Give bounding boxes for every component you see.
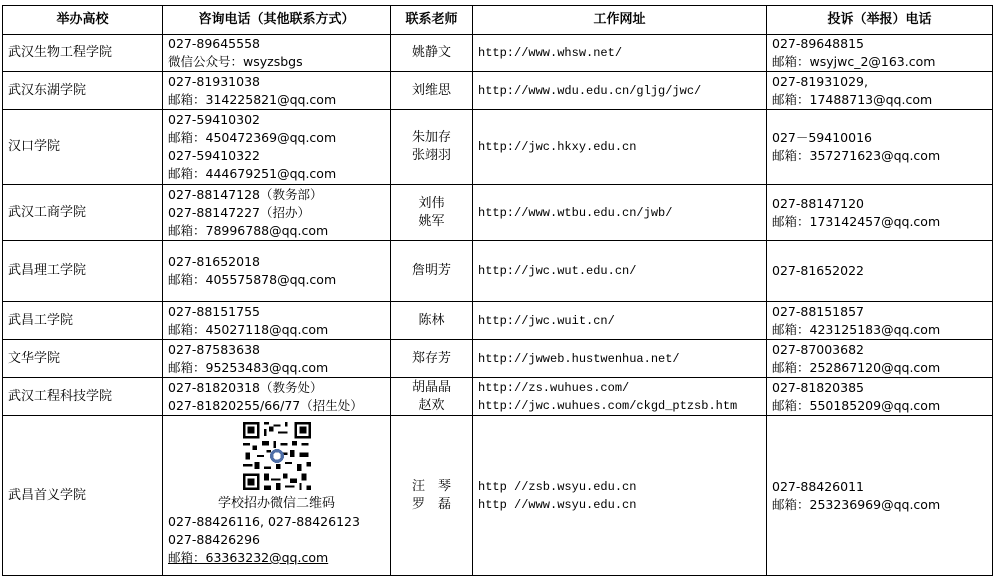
- complaint-cell: [767, 302, 993, 340]
- complaint-cell: [767, 35, 993, 72]
- website-link[interactable]: http://jwweb.hustwenhua.net/: [478, 351, 680, 366]
- qr-caption: 学校招办微信二维码: [217, 496, 335, 511]
- website-link[interactable]: http //www.wsyu.edu.cn: [478, 497, 637, 512]
- school-name: 文华学院: [3, 340, 163, 378]
- website-link[interactable]: http://jwc.wuhues.com/ckgd_ptzsb.htm: [478, 398, 738, 413]
- consult-line: 027-81820318（教务处）: [168, 379, 323, 395]
- website-cell: [473, 35, 767, 72]
- consult-line: 微信公众号：wsyzsbgs: [168, 54, 303, 69]
- header-school: 举办高校: [3, 6, 163, 35]
- qr-code-icon: [243, 422, 311, 490]
- consult-line: 邮箱：63363232@qq.com: [168, 550, 329, 565]
- website-link[interactable]: http //zsb.wsyu.edu.cn: [478, 479, 637, 494]
- header-contact-teacher: 联系老师: [391, 6, 473, 35]
- consult-line: 邮箱：45027118@qq.com: [168, 321, 329, 337]
- consult-cell: [163, 416, 391, 576]
- consult-line: 027-81652018: [168, 254, 260, 269]
- teacher-cell: [391, 110, 473, 185]
- website-cell: [473, 340, 767, 378]
- contact-table: [2, 5, 993, 576]
- teacher-cell: [391, 340, 473, 378]
- complaint-line: 027-88426011: [772, 478, 864, 494]
- school-name: 武汉生物工程学院: [3, 35, 163, 72]
- teacher-name: 朱加存: [411, 130, 451, 145]
- complaint-cell: [767, 185, 993, 241]
- school-name: 武昌首义学院: [3, 416, 163, 576]
- table-row: [3, 185, 993, 241]
- website-link[interactable]: http://zs.wuhues.com/: [478, 380, 630, 395]
- header-consult-phone: 咨询电话（其他联系方式）: [163, 6, 391, 35]
- complaint-cell: [767, 378, 993, 416]
- teacher-name: 胡晶晶: [411, 379, 451, 395]
- website-link[interactable]: http://jwc.hkxy.edu.cn: [478, 140, 637, 154]
- consult-cell: [163, 302, 391, 340]
- consult-line: 027-59410302: [168, 112, 260, 127]
- consult-line: 邮箱：450472369@qq.com: [168, 130, 337, 145]
- complaint-cell: [767, 110, 993, 185]
- teacher-cell: [391, 416, 473, 576]
- consult-cell: [163, 185, 391, 241]
- teacher-name: 张翊羽: [411, 148, 451, 163]
- teacher-name: 罗 磊: [411, 496, 451, 512]
- complaint-line: 027-88151857: [772, 303, 864, 319]
- table-row: [3, 35, 993, 72]
- teacher-name: 姚军: [418, 213, 445, 229]
- complaint-line: 邮箱：550185209@qq.com: [772, 397, 941, 413]
- teacher-name: 姚静文: [411, 45, 451, 60]
- consult-line: 027-59410322: [168, 148, 260, 163]
- consult-line: 邮箱：405575878@qq.com: [168, 272, 337, 287]
- teacher-name: 詹明芳: [411, 263, 451, 278]
- table-row: [3, 340, 993, 378]
- website-link[interactable]: http://www.whsw.net/: [478, 46, 623, 60]
- complaint-line: 027-88147120: [772, 195, 864, 211]
- table-row: [3, 378, 993, 416]
- school-name: 武汉东湖学院: [3, 72, 163, 110]
- table-row: [3, 241, 993, 302]
- header-website: 工作网址: [473, 6, 767, 35]
- teacher-cell: [391, 241, 473, 302]
- complaint-cell: [767, 241, 993, 302]
- header-complaint-phone: 投诉（举报）电话: [767, 6, 993, 35]
- teacher-name: 陈林: [418, 312, 445, 328]
- consult-line: 邮箱：78996788@qq.com: [168, 222, 329, 238]
- teacher-cell: [391, 302, 473, 340]
- school-name: 武昌工学院: [3, 302, 163, 340]
- website-cell: [473, 416, 767, 576]
- website-cell: [473, 185, 767, 241]
- consult-line: 027-88426116, 027-88426123: [168, 514, 360, 529]
- website-link[interactable]: http://jwc.wut.edu.cn/: [478, 264, 637, 278]
- consult-line: 027-87583638: [168, 341, 260, 357]
- teacher-cell: [391, 35, 473, 72]
- teacher-name: 赵欢: [418, 397, 445, 413]
- consult-cell: [163, 110, 391, 185]
- consult-line: 027-81931038: [168, 73, 260, 89]
- complaint-line: 027-87003682: [772, 341, 864, 357]
- header-row: [3, 6, 993, 35]
- website-cell: [473, 110, 767, 185]
- complaint-cell: [767, 72, 993, 110]
- consult-line: 027-88426296: [168, 532, 260, 547]
- complaint-line: 027－59410016: [772, 130, 872, 145]
- complaint-line: 027-81931029,: [772, 73, 868, 89]
- complaint-line: 邮箱：wsyjwc_2@163.com: [772, 54, 936, 69]
- complaint-cell: [767, 340, 993, 378]
- table-row: [3, 302, 993, 340]
- consult-cell: [163, 378, 391, 416]
- website-cell: [473, 72, 767, 110]
- school-name: 武昌理工学院: [3, 241, 163, 302]
- school-name: 汉口学院: [3, 110, 163, 185]
- consult-cell: [163, 72, 391, 110]
- website-cell: [473, 241, 767, 302]
- consult-line: 邮箱：314225821@qq.com: [168, 91, 337, 107]
- table-row: [3, 416, 993, 576]
- complaint-line: 邮箱：252867120@qq.com: [772, 359, 941, 375]
- teacher-cell: [391, 185, 473, 241]
- website-link[interactable]: http://jwc.wuit.cn/: [478, 313, 615, 328]
- complaint-line: 027-89648815: [772, 36, 864, 51]
- teacher-name: 郑存芳: [411, 350, 451, 366]
- table-row: [3, 72, 993, 110]
- website-link[interactable]: http://www.wtbu.edu.cn/jwb/: [478, 205, 673, 220]
- teacher-cell: [391, 378, 473, 416]
- consult-line: 027-88147227（招办）: [168, 204, 310, 220]
- complaint-line: 邮箱：17488713@qq.com: [772, 91, 933, 107]
- complaint-line: 邮箱：253236969@qq.com: [772, 496, 941, 512]
- consult-line: 027-89645558: [168, 36, 260, 51]
- consult-cell: [163, 35, 391, 72]
- complaint-line: 027-81820385: [772, 379, 864, 395]
- complaint-line: 027-81652022: [772, 263, 864, 278]
- consult-line: 027-81820255/66/77（招生处）: [168, 397, 363, 413]
- website-cell: [473, 378, 767, 416]
- school-name: 武汉工程科技学院: [3, 378, 163, 416]
- qr-code-block: [168, 416, 385, 513]
- complaint-line: 邮箱：173142457@qq.com: [772, 213, 941, 229]
- school-name: 武汉工商学院: [3, 185, 163, 241]
- consult-cell: [163, 241, 391, 302]
- website-cell: [473, 302, 767, 340]
- website-link[interactable]: http://www.wdu.edu.cn/gljg/jwc/: [478, 83, 702, 98]
- table-row: [3, 110, 993, 185]
- teacher-cell: [391, 72, 473, 110]
- teacher-name: 刘伟: [418, 195, 445, 211]
- complaint-line: 邮箱：423125183@qq.com: [772, 321, 941, 337]
- complaint-line: 邮箱：357271623@qq.com: [772, 148, 941, 163]
- consult-cell: [163, 340, 391, 378]
- consult-line: 邮箱：95253483@qq.com: [168, 359, 329, 375]
- complaint-cell: [767, 416, 993, 576]
- consult-line: 027-88147128（教务部）: [168, 186, 323, 202]
- consult-line: 邮箱：444679251@qq.com: [168, 166, 337, 181]
- teacher-name: 刘维思: [411, 82, 451, 98]
- teacher-name: 汪 琴: [411, 478, 451, 494]
- consult-line: 027-88151755: [168, 303, 260, 319]
